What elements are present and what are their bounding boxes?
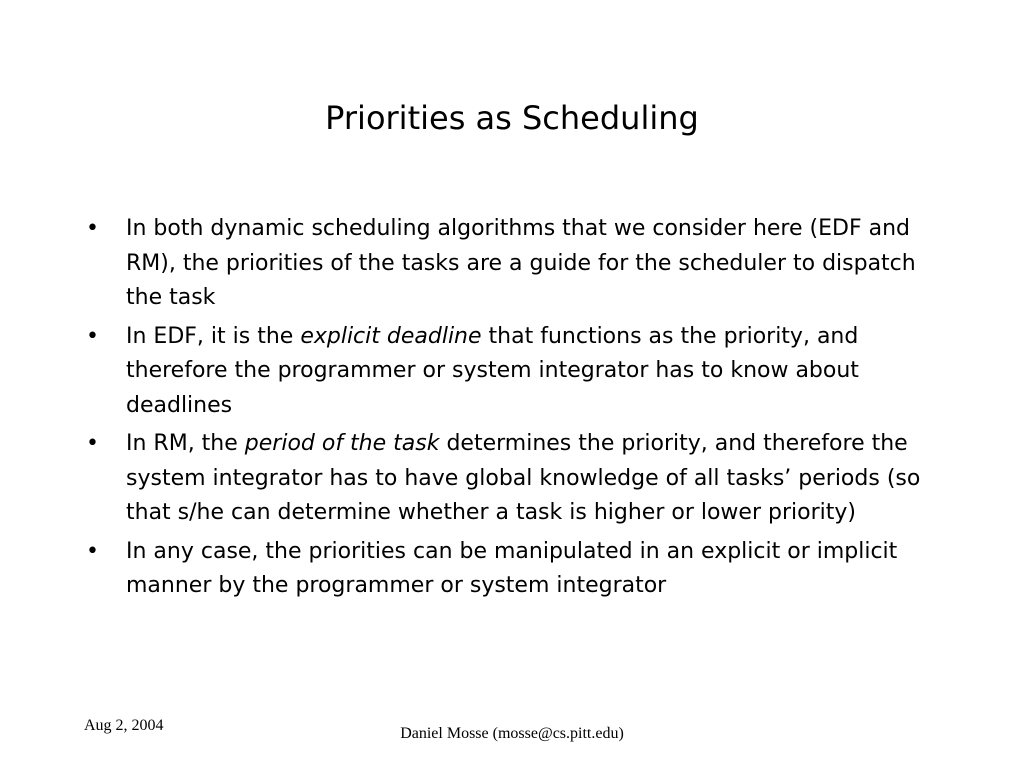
- bullet-text: In any case, the priorities can be manipulated in an explicit or implicit manner by the programmer or system integrator: [126, 538, 898, 598]
- bullet-item: [86, 320, 946, 424]
- bullet-list: [86, 212, 946, 608]
- bullet-icon: •: [86, 538, 99, 564]
- bullet-emphasis: explicit deadline: [300, 323, 482, 349]
- bullet-icon: •: [86, 431, 99, 456]
- bullet-item: [86, 535, 946, 604]
- slide-title: Priorities as Scheduling: [325, 99, 699, 137]
- bullet-icon: •: [86, 216, 99, 241]
- bullet-text-start: In EDF, it is the: [126, 323, 301, 349]
- bullet-text-start: In RM, the: [126, 431, 245, 456]
- bullet-text: In both dynamic scheduling algorithms that we consider here (EDF and RM), the priorities of the tasks are a guide for the scheduler to dispatch the task: [126, 216, 916, 310]
- bullet-item: [86, 212, 946, 316]
- footer-date: Aug 2, 2004: [84, 717, 164, 734]
- bullet-emphasis: period of the task: [244, 431, 440, 456]
- bullet-text-end: determines the priority, and therefore the system integrator has to have global knowledge of all tasks’ periods (so that s/he can determine whether a task is higher or lower priority): [126, 431, 921, 525]
- bullet-icon: •: [86, 323, 99, 349]
- bullet-text-end: that functions as the priority, and therefore the programmer or system integrator has to know about deadlines: [126, 323, 859, 418]
- footer-author: Daniel Mosse (mosse@cs.pitt.edu): [400, 725, 624, 742]
- bullet-item: [86, 427, 946, 531]
